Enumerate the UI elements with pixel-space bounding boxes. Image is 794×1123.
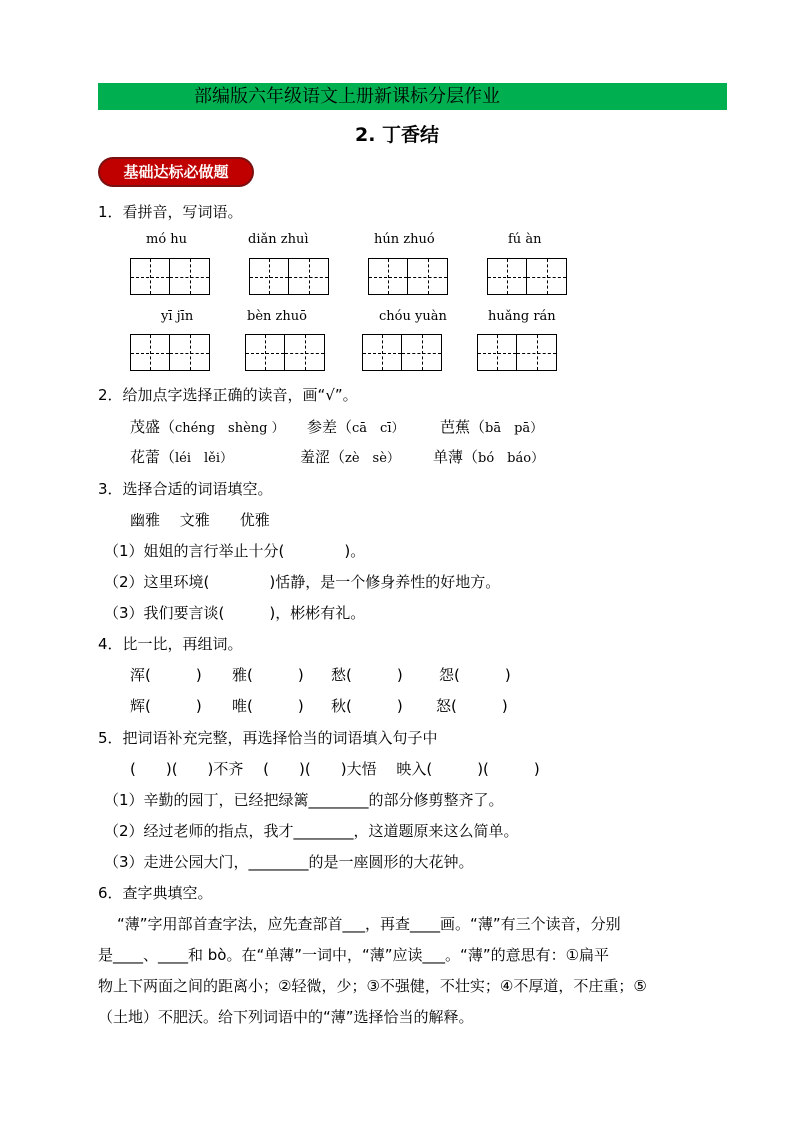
q1-pinyin: bèn zhuō	[247, 309, 307, 324]
q6-line[interactable]: “薄”字用部首查字法，应先查部首___，再查____画。“薄”有三个读音，分别	[117, 915, 621, 933]
q1-pinyin: diǎn zhuì	[248, 232, 309, 247]
q5-fill-words[interactable]: ( )( )不齐 ( )( )大悟 映入( )( )	[130, 760, 540, 778]
q4-item[interactable]: 秋( )	[331, 697, 403, 715]
q5-item[interactable]: （3）走进公园大门，________的是一座圆形的大花钟。	[104, 853, 474, 871]
q1-pinyin: fú àn	[508, 232, 542, 247]
write-grid[interactable]	[368, 258, 448, 295]
q6-line: （土地）不肥沃。给下列词语中的“薄”选择恰当的解释。	[98, 1008, 474, 1026]
q2-word: 羞涩（	[300, 448, 346, 466]
q1-pinyin: yī jīn	[161, 309, 194, 324]
q2-word: 花蕾（	[130, 448, 176, 466]
write-grid[interactable]	[362, 334, 442, 371]
q2-options[interactable]: bā pā）	[485, 421, 544, 436]
header-banner	[98, 83, 727, 110]
q4-item[interactable]: 唯( )	[232, 697, 304, 715]
q4-item[interactable]: 怨( )	[439, 666, 511, 684]
q2-word: 茂盛（	[130, 418, 176, 436]
q2-options[interactable]: bó báo）	[478, 451, 545, 466]
q2-prompt: 2．给加点字选择正确的读音，画“√”。	[98, 386, 358, 404]
section-badge: 基础达标必做题	[100, 159, 252, 185]
q4-item[interactable]: 雅( )	[232, 666, 304, 684]
q2-word: 单薄（	[433, 448, 479, 466]
banner-text: 部编版六年级语文上册新课标分层作业	[194, 86, 500, 107]
q2-options[interactable]: léi lěi）	[175, 451, 234, 466]
q2-item	[130, 446, 233, 467]
q2-item	[307, 416, 405, 437]
q4-item[interactable]: 辉( )	[130, 697, 202, 715]
q2-item	[433, 446, 544, 467]
q4-prompt: 4．比一比，再组词。	[98, 635, 243, 653]
q1-pinyin: hún zhuó	[374, 232, 435, 247]
q3-options: 幽雅 文雅 优雅	[130, 511, 270, 529]
write-grid[interactable]	[130, 258, 210, 295]
q2-item	[440, 416, 543, 437]
lesson-title: 2. 丁香结	[354, 124, 440, 146]
q6-prompt: 6．查字典填空。	[98, 884, 213, 902]
q4-item[interactable]: 怒( )	[436, 697, 508, 715]
q1-pinyin: huǎng rán	[488, 309, 556, 324]
q2-item	[300, 446, 400, 467]
q2-word: 芭蕉（	[440, 418, 486, 436]
q5-prompt: 5．把词语补充完整，再选择恰当的词语填入句子中	[98, 729, 438, 747]
q4-item[interactable]: 浑( )	[130, 666, 202, 684]
q4-item[interactable]: 愁( )	[331, 666, 403, 684]
q3-prompt: 3．选择合适的词语填空。	[98, 480, 273, 498]
q1-pinyin: mó hu	[146, 232, 188, 247]
write-grid[interactable]	[245, 334, 325, 371]
q3-item[interactable]: （2）这里环境( )恬静，是一个修身养性的好地方。	[104, 573, 501, 591]
q2-item	[130, 416, 285, 437]
write-grid[interactable]	[487, 258, 567, 295]
q2-options[interactable]: zè sè）	[345, 451, 400, 466]
q3-item[interactable]: （3）我们要言谈( )，彬彬有礼。	[104, 604, 366, 622]
q5-item[interactable]: （2）经过老师的指点，我才________，这道题原来这么简单。	[104, 822, 519, 840]
write-grid[interactable]	[249, 258, 329, 295]
q6-line: 物上下两面之间的距离小；②轻微，少；③不强健，不壮实；④不厚道，不庄重；⑤	[98, 977, 647, 995]
q2-options[interactable]: chéng shèng ）	[175, 421, 285, 436]
q1-prompt: 1．看拼音，写词语。	[98, 203, 243, 221]
q3-item[interactable]: （1）姐姐的言行举止十分( )。	[104, 542, 366, 560]
q1-pinyin: chóu yuàn	[379, 309, 447, 324]
q5-item[interactable]: （1）辛勤的园丁，已经把绿篱________的部分修剪整齐了。	[104, 791, 504, 809]
write-grid[interactable]	[130, 334, 210, 371]
q2-options[interactable]: cā cī）	[352, 421, 405, 436]
q6-line[interactable]: 是____、____和 bò。在“单薄”一词中，“薄”应读___。“薄”的意思有：①扁平	[98, 946, 610, 964]
q2-word: 参差（	[307, 418, 353, 436]
write-grid[interactable]	[477, 334, 557, 371]
